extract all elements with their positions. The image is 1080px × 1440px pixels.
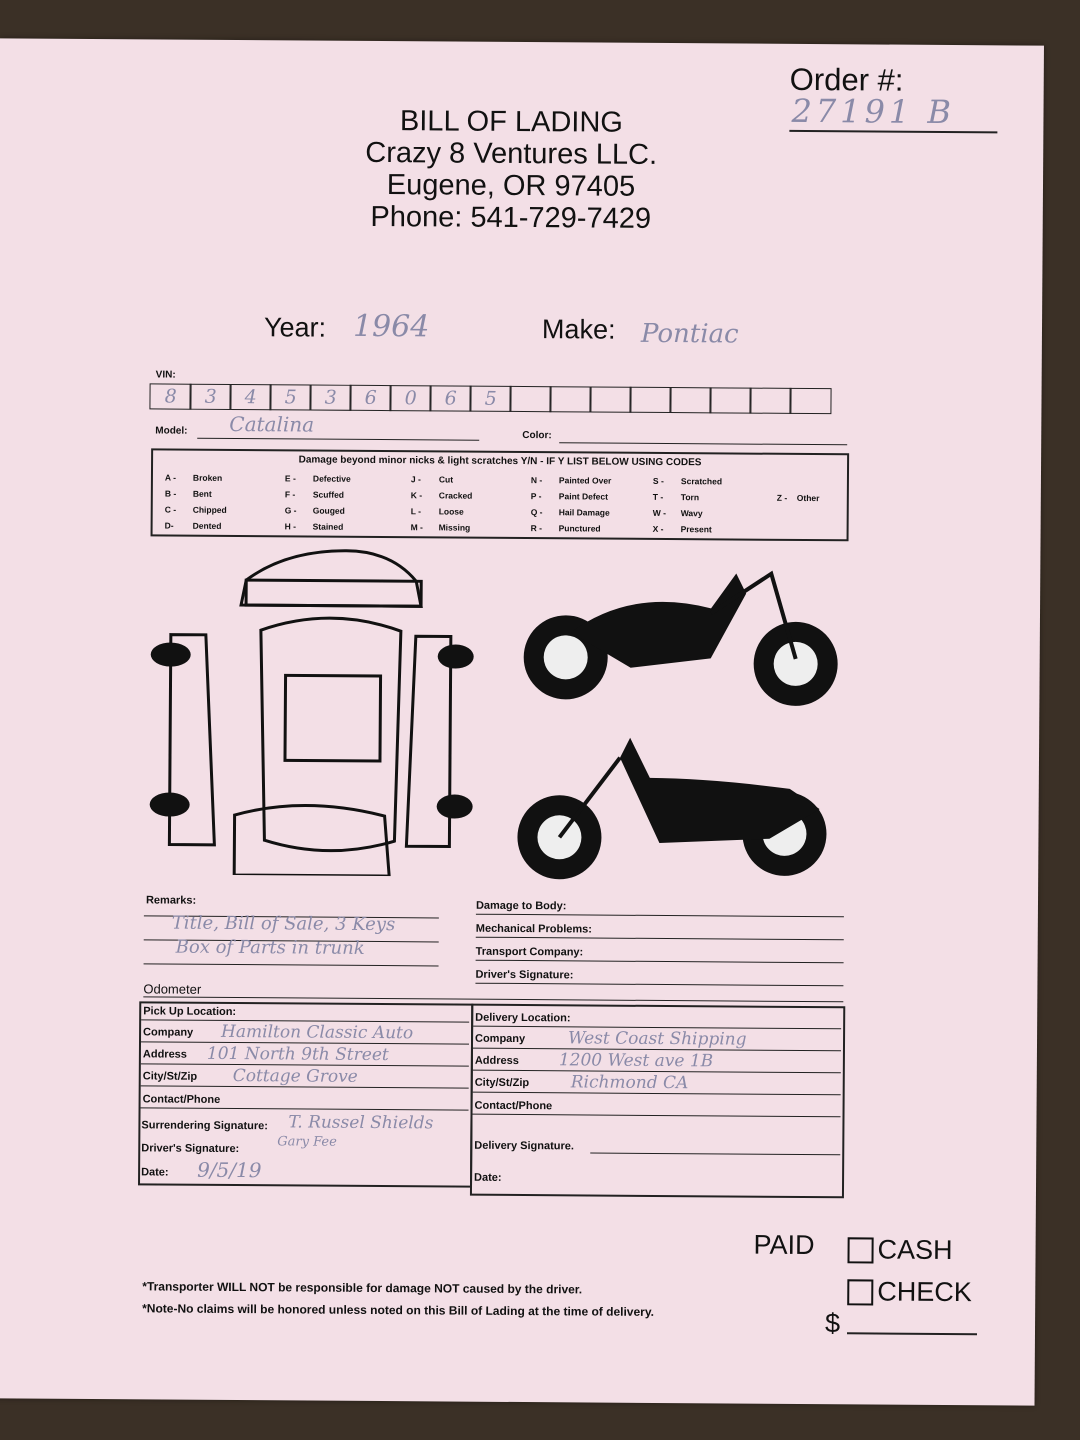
pickup-address-value: 101 North 9th Street	[206, 1043, 389, 1066]
damage-code-meaning: Paint Defect	[558, 491, 608, 502]
document-title: BILL OF LADING	[399, 105, 624, 139]
delivery-city-label: City/St/Zip	[474, 1076, 530, 1090]
damage-code-key: Q -	[530, 507, 543, 518]
make-value: Pontiac	[640, 318, 739, 350]
order-number: 27191 B	[791, 91, 956, 132]
damage-code-meaning: Cut	[438, 474, 454, 485]
vin-cell: 6	[430, 385, 472, 411]
company-name: Crazy 8 Ventures LLC.	[365, 136, 658, 171]
vin-cell: 3	[190, 384, 232, 410]
damage-code-meaning: Chipped	[192, 504, 227, 515]
vin-cell	[630, 387, 672, 413]
year-label: Year:	[263, 312, 327, 343]
remarks-text-1: Title, Bill of Sale, 3 Keys	[171, 912, 396, 936]
damage-code-meaning: Broken	[192, 472, 223, 483]
car-wheels	[150, 642, 474, 818]
pickup-date-label: Date:	[141, 1166, 169, 1179]
make-label: Make:	[541, 314, 616, 345]
vin-cell	[510, 386, 552, 412]
check-checkbox[interactable]	[847, 1279, 873, 1305]
pickup-address-label: Address	[142, 1048, 187, 1061]
damage-code-key: P -	[530, 491, 542, 502]
vin-cell	[550, 386, 592, 412]
pickup-city-value: Cottage Grove	[232, 1066, 358, 1087]
paid-label: PAID	[753, 1229, 815, 1261]
damage-code-meaning: Scuffed	[312, 489, 345, 500]
damage-code-key: K -	[410, 490, 423, 501]
damage-code-key: R -	[530, 523, 542, 534]
cash-checkbox[interactable]	[847, 1237, 873, 1263]
damage-code-key: H -	[284, 521, 296, 532]
model-line	[197, 438, 479, 441]
damage-code-key: L -	[410, 506, 421, 517]
car-rear-view	[234, 805, 389, 876]
driver-signature-label: Driver's Signature:	[475, 968, 574, 982]
damage-code-meaning: Stained	[312, 521, 344, 532]
damage-code-meaning: Torn	[680, 492, 700, 503]
car-damage-diagram	[144, 544, 476, 876]
surrender-signature-value: T. Russel Shields	[288, 1112, 434, 1134]
damage-body-label: Damage to Body:	[475, 899, 567, 913]
delivery-address-value: 1200 West ave 1B	[558, 1050, 714, 1072]
vin-cell: 8	[150, 383, 192, 409]
vin-grid	[151, 383, 831, 414]
damage-code-key: W -	[652, 507, 666, 519]
company-phone: Phone: 541-729-7429	[370, 200, 652, 235]
vin-cell: 5	[470, 386, 512, 412]
pickup-driver-signature-label: Driver's Signature:	[141, 1142, 240, 1156]
company-city: Eugene, OR 97405	[386, 169, 636, 203]
pickup-contact-label: Contact/Phone	[142, 1093, 221, 1106]
remarks-label: Remarks:	[145, 894, 197, 907]
damage-code-meaning: Scratched	[680, 476, 723, 487]
damage-code-meaning: Gouged	[312, 505, 345, 516]
vin-cell	[750, 388, 792, 414]
damage-body-line	[476, 914, 844, 918]
damage-code-meaning: Cracked	[438, 490, 473, 501]
driver-signature-line	[475, 983, 843, 987]
mechanical-line	[476, 937, 844, 941]
vin-cell: 6	[350, 385, 392, 411]
damage-code-key: G -	[284, 505, 297, 516]
vin-label: VIN:	[155, 369, 176, 381]
mechanical-label: Mechanical Problems:	[475, 922, 593, 936]
cash-label: CASH	[877, 1234, 953, 1266]
damage-codes-box	[151, 448, 850, 541]
vin-cell	[670, 387, 712, 413]
color-line	[559, 442, 847, 445]
delivery-company-label: Company	[474, 1032, 526, 1046]
delivery-city-value: Richmond CA	[570, 1072, 689, 1094]
bill-of-lading-sheet	[0, 38, 1044, 1405]
damage-code-key: J -	[410, 474, 421, 485]
damage-code-key: N -	[530, 475, 543, 486]
damage-code-meaning: Painted Over	[558, 475, 612, 486]
damage-code-meaning: Wavy	[680, 508, 703, 519]
damage-code-key: C -	[164, 504, 177, 515]
color-label: Color:	[522, 430, 552, 442]
damage-code-key: S -	[652, 475, 664, 487]
vin-cell	[710, 387, 752, 413]
damage-code-key: M -	[410, 522, 423, 533]
pickup-company-label: Company	[143, 1026, 194, 1039]
car-front-view	[241, 550, 421, 606]
transport-line	[476, 960, 844, 964]
model-value: Catalina	[229, 411, 315, 437]
damage-code-key: Z -	[776, 492, 788, 503]
pickup-company-value: Hamilton Classic Auto	[221, 1021, 414, 1044]
delivery-title: Delivery Location:	[475, 1011, 571, 1025]
footer-note-2: *Note-No claims will be honored unless noted on this Bill of Lading at the time of delivery.	[142, 1301, 655, 1319]
damage-code-meaning: Loose	[438, 506, 464, 517]
damage-code-key: B -	[164, 488, 177, 499]
document-header	[339, 105, 684, 235]
check-option[interactable]	[847, 1276, 972, 1308]
vin-cell	[790, 388, 832, 414]
vin-cell: 0	[390, 385, 432, 411]
delivery-date-label: Date:	[474, 1171, 502, 1184]
year-value: 1964	[352, 308, 430, 345]
damage-code-meaning: Dented	[192, 520, 222, 531]
damage-code-key: X -	[652, 523, 664, 534]
order-underline	[789, 130, 997, 133]
damage-code-key: F -	[284, 489, 296, 500]
delivery-address-label: Address	[474, 1054, 519, 1068]
remarks-text-2: Box of Parts in trunk	[175, 936, 365, 959]
motorcycle-damage-diagram	[509, 547, 846, 889]
remarks-line-3	[144, 963, 439, 966]
damage-code-meaning: Other	[796, 492, 820, 504]
delivery-signature-label: Delivery Signature.	[474, 1139, 574, 1153]
damage-code-key: A -	[164, 472, 177, 483]
damage-code-meaning: Bent	[192, 488, 212, 499]
order-label: Order #:	[789, 61, 904, 98]
damage-code-key: E -	[284, 473, 296, 484]
pickup-driver-signature-value: Gary Fee	[277, 1134, 337, 1150]
damage-codes-heading: Damage beyond minor nicks & light scratches Y/N - IF Y LIST BELOW USING CODES	[298, 454, 702, 469]
transport-label: Transport Company:	[475, 945, 584, 959]
car-roof	[285, 675, 381, 761]
car-front-bumper	[246, 580, 421, 606]
damage-code-meaning: Defective	[312, 473, 351, 484]
damage-code-meaning: Punctured	[558, 523, 601, 534]
surrender-signature-label: Surrendering Signature:	[141, 1119, 268, 1133]
pickup-title: Pick Up Location:	[143, 1005, 237, 1019]
vin-cell: 3	[310, 385, 352, 411]
delivery-contact-label: Contact/Phone	[474, 1099, 553, 1113]
cash-option[interactable]	[847, 1234, 952, 1266]
motorcycle-left-view	[517, 737, 827, 881]
amount-dollar-sign: $	[824, 1308, 841, 1339]
damage-code-meaning: Present	[680, 524, 712, 535]
footer-note-1: *Transporter WILL NOT be responsible for damage NOT caused by the driver.	[142, 1279, 583, 1297]
model-label: Model:	[155, 425, 188, 437]
odometer-label: Odometer	[143, 981, 202, 997]
damage-code-meaning: Missing	[438, 522, 471, 533]
damage-code-key: T -	[652, 491, 664, 502]
amount-line	[847, 1332, 977, 1335]
delivery-company-value: West Coast Shipping	[567, 1028, 747, 1050]
vin-cell: 4	[230, 384, 272, 410]
pickup-date-value: 9/5/19	[197, 1157, 262, 1183]
check-label: CHECK	[877, 1276, 972, 1308]
vin-cell	[590, 386, 632, 412]
pickup-city-label: City/St/Zip	[142, 1070, 198, 1083]
damage-code-key: D-	[164, 520, 174, 531]
vin-cell: 5	[270, 384, 312, 410]
damage-code-meaning: Hail Damage	[558, 507, 610, 518]
motorcycle-right-view	[523, 572, 838, 706]
